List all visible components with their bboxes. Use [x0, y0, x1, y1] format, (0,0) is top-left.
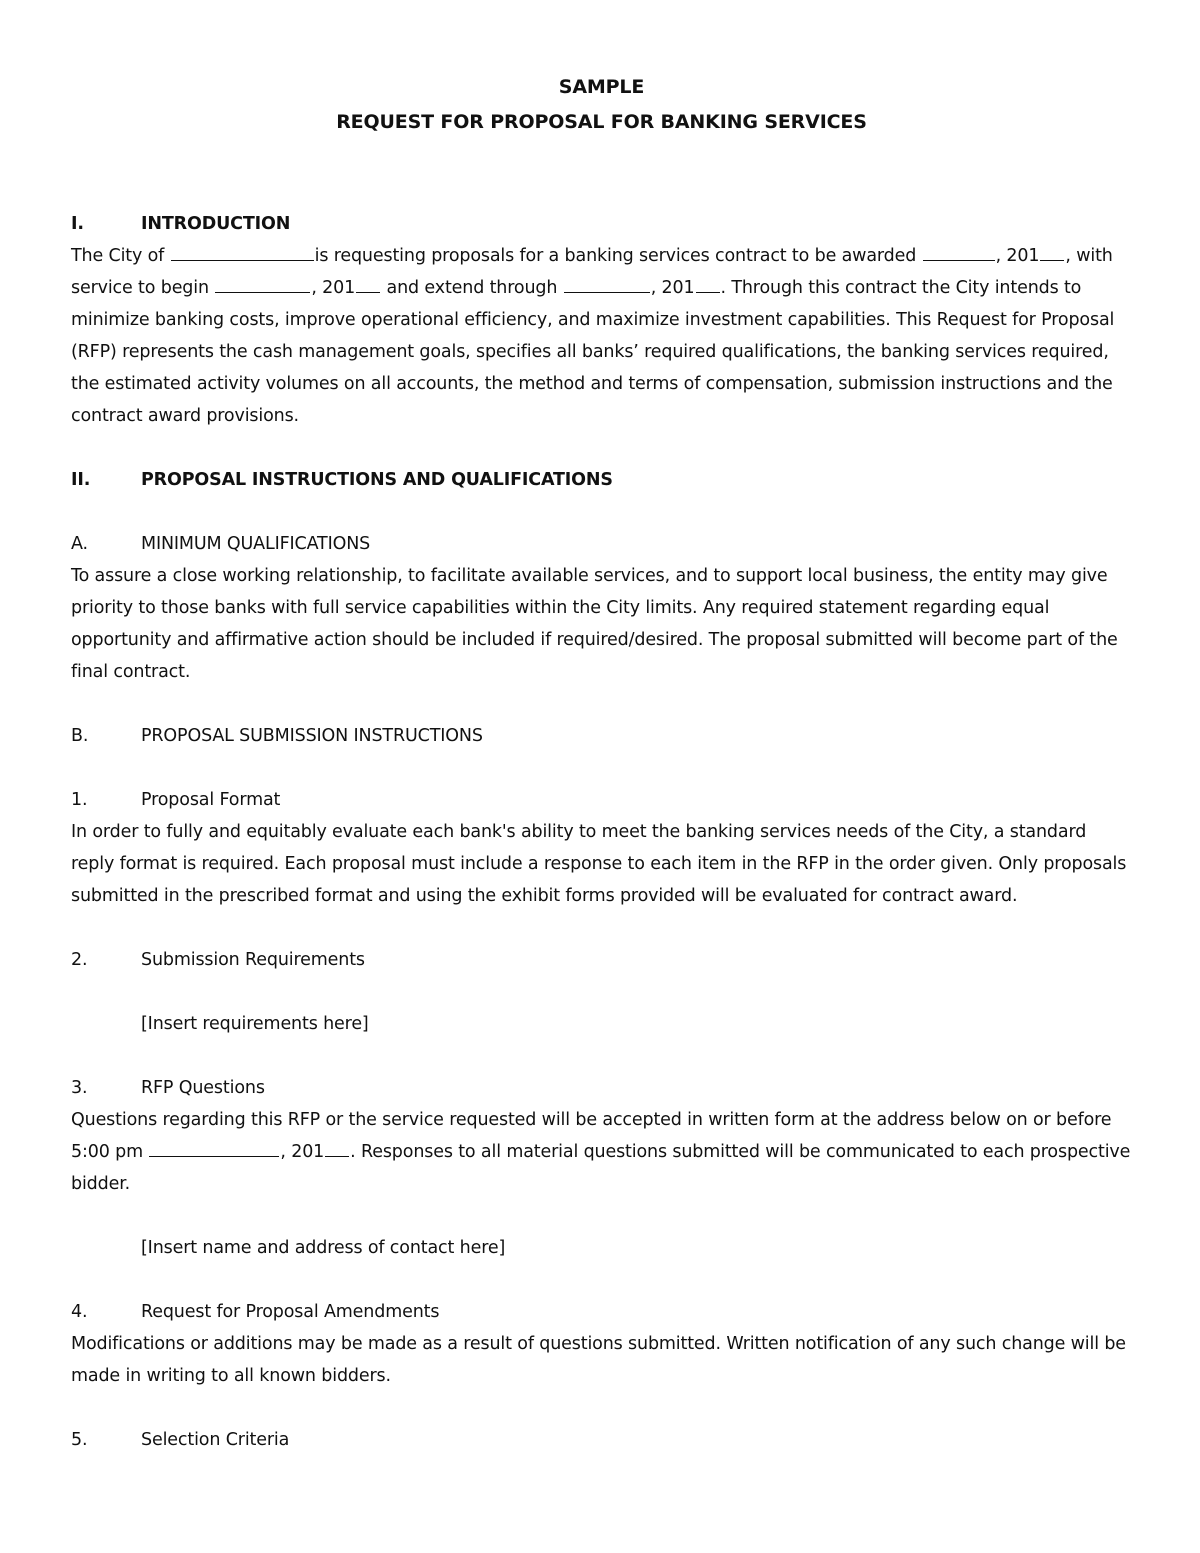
- item-heading-proposal-format: [71, 784, 1133, 816]
- section-title: PROPOSAL INSTRUCTIONS AND QUALIFICATIONS: [141, 470, 613, 490]
- item-heading-selection-criteria: [71, 1424, 1133, 1456]
- questions-text-3: . Responses to all material questions submitted will be communicated to each prospective bidder.: [71, 1142, 1131, 1194]
- intro-text-7: , 201: [650, 278, 695, 298]
- service-end-date-blank: [564, 275, 650, 293]
- item-heading-submission-requirements: [71, 944, 1133, 976]
- requirements-placeholder: [Insert requirements here]: [141, 1014, 369, 1034]
- item-title: Selection Criteria: [141, 1430, 290, 1450]
- intro-text-3: , 201: [995, 246, 1040, 266]
- intro-text-1: The City of: [71, 246, 170, 266]
- service-begin-date-blank: [215, 275, 310, 293]
- item-title: Proposal Format: [141, 790, 281, 810]
- amendments-paragraph: Modifications or additions may be made as a result of questions submitted. Written notification of any such change will be made in writing to all known bidders.: [71, 1334, 1126, 1386]
- city-name-blank: [171, 243, 314, 261]
- intro-text-2: is requesting proposals for a banking services contract to be awarded: [314, 246, 922, 266]
- subsection-heading-minimum-qualifications: [71, 528, 1133, 560]
- intro-text-5: , 201: [311, 278, 356, 298]
- item-number: 5.: [71, 1430, 88, 1450]
- subsection-letter: A.: [71, 534, 88, 554]
- minimum-qualifications-paragraph: To assure a close working relationship, to facilitate available services, and to support local business, the entity may give priority to those banks with full service capabilities within the City limits. Any required statement regarding equal opportunity and affirmative action should be included if required/desired. The proposal submitted will become part of the final contract.: [71, 566, 1118, 682]
- section-title: INTRODUCTION: [141, 214, 291, 234]
- subsection-title: PROPOSAL SUBMISSION INSTRUCTIONS: [141, 726, 483, 746]
- document-title-sample: SAMPLE: [558, 76, 645, 98]
- service-begin-year-blank: [356, 275, 380, 293]
- award-date-blank: [923, 243, 995, 261]
- item-heading-rfp-questions: [71, 1072, 1133, 1104]
- service-end-year-blank: [696, 275, 720, 293]
- document-title-block: [70, 70, 1133, 140]
- document-title-main: REQUEST FOR PROPOSAL FOR BANKING SERVICES: [336, 111, 867, 133]
- section-number: I.: [71, 214, 84, 234]
- rfp-questions-paragraph: [71, 1104, 1133, 1200]
- proposal-format-paragraph: In order to fully and equitably evaluate each bank's ability to meet the banking services needs of the City, a standard reply format is required. Each proposal must include a response to each item in the RFP in the order given. Only proposals submitted in the prescribed format and using the exhibit forms provided will be evaluated for contract award.: [71, 822, 1127, 906]
- intro-text-6: and extend through: [381, 278, 563, 298]
- subsection-heading-submission-instructions: [71, 720, 1133, 752]
- item-number: 3.: [71, 1078, 88, 1098]
- questions-text-2: , 201: [280, 1142, 325, 1162]
- intro-text-4: , with service to begin: [71, 246, 1113, 298]
- section-heading-introduction: [71, 208, 1133, 240]
- item-title: Request for Proposal Amendments: [141, 1302, 440, 1322]
- section-heading-proposal-instructions: [71, 464, 1133, 496]
- item-number: 2.: [71, 950, 88, 970]
- questions-date-blank: [149, 1139, 279, 1157]
- document-content: [71, 70, 1133, 1456]
- intro-text-8: . Through this contract the City intends to minimize banking costs, improve operational efficiency, and maximize investment capabilities. This Request for Proposal (RFP) represents the cash management goals, specifies all banks’ required qualifications, the banking services required, the estimated activity volumes on all accounts, the method and terms of compensation, submission instructions and the contract award provisions.: [71, 278, 1115, 426]
- section-number: II.: [71, 470, 91, 490]
- questions-text-1: Questions regarding this RFP or the service requested will be accepted in written form at the address below on or before 5:00 pm: [71, 1110, 1112, 1162]
- item-heading-amendments: [71, 1296, 1133, 1328]
- questions-year-blank: [325, 1139, 349, 1157]
- item-title: RFP Questions: [141, 1078, 265, 1098]
- subsection-title: MINIMUM QUALIFICATIONS: [141, 534, 371, 554]
- award-year-blank: [1040, 243, 1064, 261]
- item-title: Submission Requirements: [141, 950, 365, 970]
- contact-placeholder: [Insert name and address of contact here]: [141, 1238, 506, 1258]
- subsection-letter: B.: [71, 726, 89, 746]
- introduction-paragraph: [71, 240, 1133, 432]
- item-number: 4.: [71, 1302, 88, 1322]
- item-number: 1.: [71, 790, 88, 810]
